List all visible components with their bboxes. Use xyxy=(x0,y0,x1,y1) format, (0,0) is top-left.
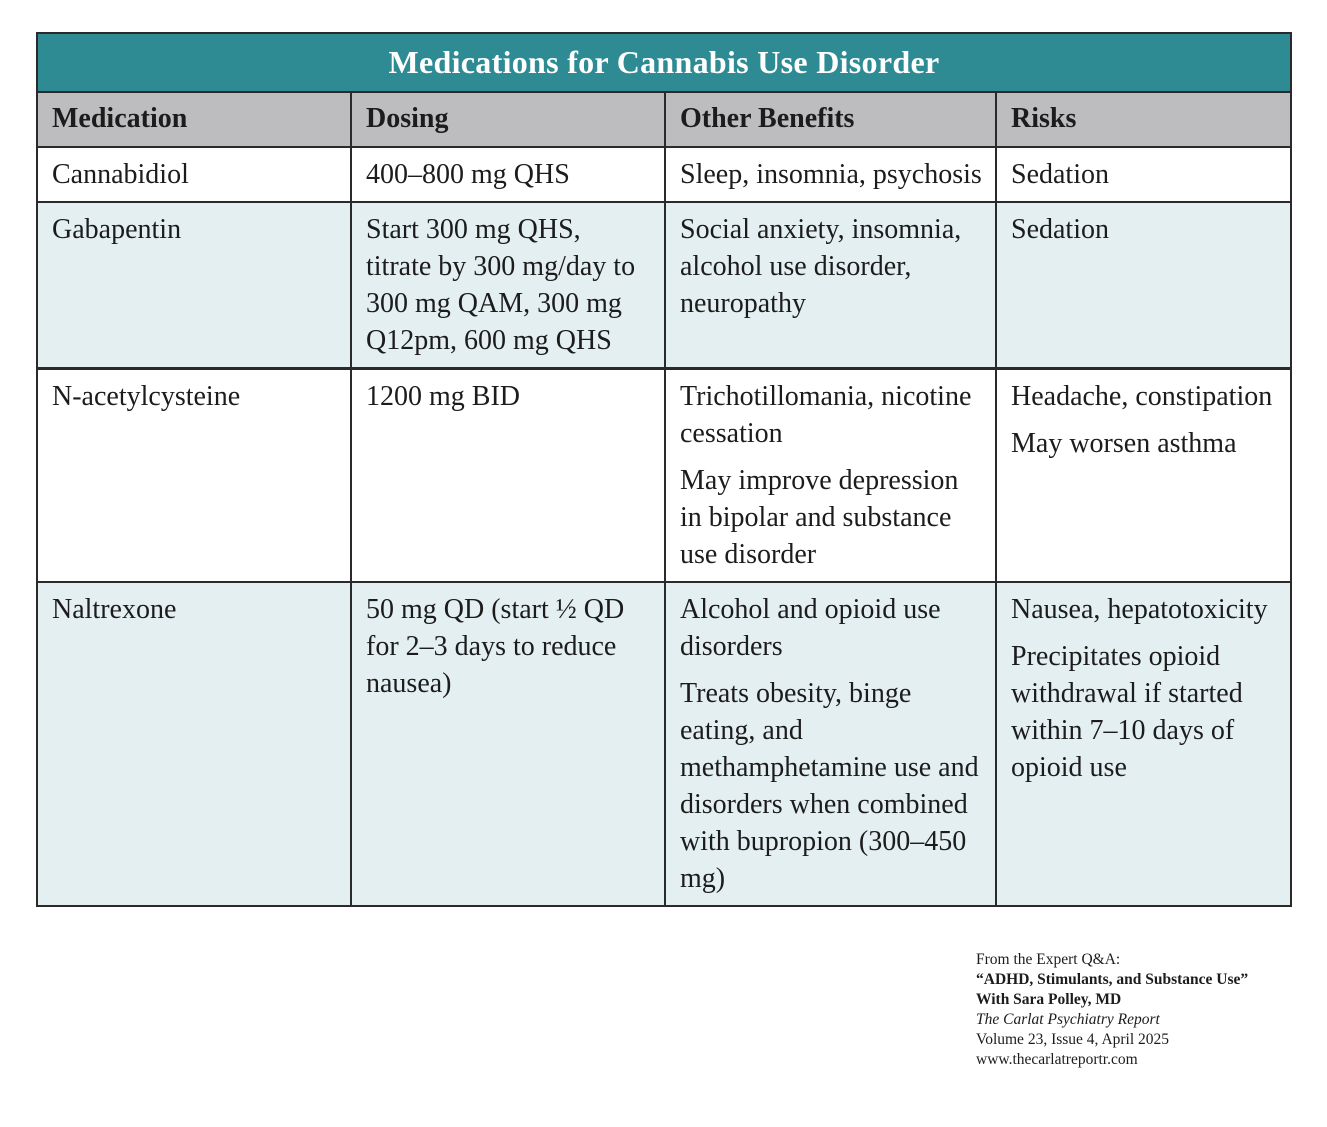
cell-medication: Cannabidiol xyxy=(38,147,351,202)
header-row xyxy=(38,93,1290,147)
source-citation xyxy=(976,950,1306,1070)
benefit-text: Sleep, insomnia, psychosis xyxy=(680,159,982,190)
risk-text: Sedation xyxy=(1011,214,1109,245)
citation-author: With Sara Polley, MD xyxy=(976,991,1122,1008)
header-medication: Medication xyxy=(38,93,351,147)
cell-risks xyxy=(996,147,1290,202)
table-row xyxy=(38,582,1290,905)
cell-dosing: 400–800 mg QHS xyxy=(351,147,665,202)
cell-dosing: Start 300 mg QHS, titrate by 300 mg/day to 300 mg QAM, 300 mg Q12pm, 600 mg QHS xyxy=(351,202,665,369)
table-row xyxy=(38,202,1290,369)
cell-benefits xyxy=(665,147,996,202)
cell-benefits xyxy=(665,369,996,583)
benefit-text: Treats obesity, binge eating, and methamphetamine use and disorders when combined with bupropion (300–450 mg) xyxy=(680,678,979,894)
citation-intro: From the Expert Q&A: xyxy=(976,951,1121,968)
header-other-benefits: Other Benefits xyxy=(665,93,996,147)
cell-risks xyxy=(996,369,1290,583)
table-row xyxy=(38,369,1290,583)
citation-url: www.thecarlatreportr.com xyxy=(976,1051,1138,1068)
table-title: Medications for Cannabis Use Disorder xyxy=(38,34,1290,93)
table-row xyxy=(38,147,1290,202)
citation-article-title: “ADHD, Stimulants, and Substance Use” xyxy=(976,971,1249,988)
header-risks: Risks xyxy=(996,93,1290,147)
benefit-text: May improve depression in bipolar and substance use disorder xyxy=(680,465,959,570)
header-dosing: Dosing xyxy=(351,93,665,147)
cell-benefits xyxy=(665,202,996,369)
medications-table xyxy=(36,32,1292,907)
risk-text: May worsen asthma xyxy=(1011,428,1237,459)
cell-benefits xyxy=(665,582,996,905)
risk-text: Precipitates opioid withdrawal if started within 7–10 days of opioid use xyxy=(1011,641,1243,783)
benefit-text: Trichotillomania, nicotine cessation xyxy=(680,381,972,449)
risk-text: Headache, constipation xyxy=(1011,381,1273,412)
benefit-text: Alcohol and opioid use disorders xyxy=(680,594,941,662)
cell-dosing: 50 mg QD (start ½ QD for 2–3 days to reduce nausea) xyxy=(351,582,665,905)
cell-risks xyxy=(996,582,1290,905)
risk-text: Sedation xyxy=(1011,159,1109,190)
cell-risks xyxy=(996,202,1290,369)
risk-text: Nausea, hepatotoxicity xyxy=(1011,594,1268,625)
medications-grid xyxy=(38,93,1290,905)
citation-issue: Volume 23, Issue 4, April 2025 xyxy=(976,1031,1170,1048)
cell-dosing: 1200 mg BID xyxy=(351,369,665,583)
cell-medication: Gabapentin xyxy=(38,202,351,369)
citation-publication: The Carlat Psychiatry Report xyxy=(976,1011,1160,1028)
benefit-text: Social anxiety, insomnia, alcohol use disorder, neuropathy xyxy=(680,214,962,319)
cell-medication: N-acetylcysteine xyxy=(38,369,351,583)
cell-medication: Naltrexone xyxy=(38,582,351,905)
